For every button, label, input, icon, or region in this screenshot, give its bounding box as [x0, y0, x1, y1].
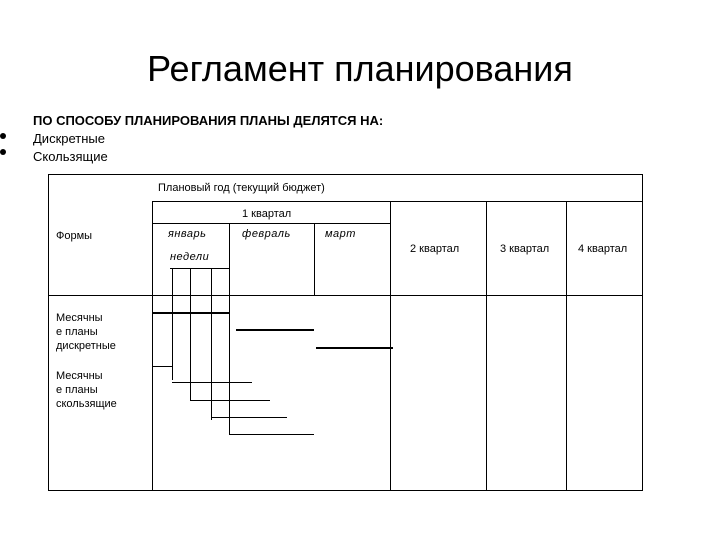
weeks-label: недели — [170, 251, 210, 263]
row-label-line: Месячны — [56, 312, 103, 324]
intro-heading: ПО СПОСОБУ ПЛАНИРОВАНИЯ ПЛАНЫ ДЕЛЯТСЯ НА: — [33, 113, 384, 128]
intro-item-discrete: Дискретные — [33, 131, 105, 146]
row-label-line: Месячны — [56, 370, 103, 382]
row-label-discrete — [56, 311, 116, 353]
row-label-sliding — [56, 369, 117, 411]
forms-label: Формы — [56, 230, 93, 242]
page-title: Регламент планирования — [147, 48, 573, 89]
quarter3-label: 3 квартал — [500, 243, 550, 255]
quarter2-label: 2 квартал — [410, 243, 460, 255]
month-label-march: март — [325, 228, 356, 240]
quarter4-label: 4 квартал — [578, 243, 628, 255]
plan-year-label: Плановый год (текущий бюджет) — [158, 182, 325, 194]
table-frame — [49, 175, 643, 491]
row-label-line: е планы — [56, 326, 98, 338]
row-label-line: е планы — [56, 384, 98, 396]
row-label-line: скользящие — [56, 398, 117, 410]
month-label-february: февраль — [242, 228, 291, 240]
quarter1-label: 1 квартал — [242, 208, 292, 220]
intro-item-sliding: Скользящие — [33, 149, 108, 164]
month-label-january: январь — [168, 228, 207, 240]
row-label-line: дискретные — [56, 340, 116, 352]
